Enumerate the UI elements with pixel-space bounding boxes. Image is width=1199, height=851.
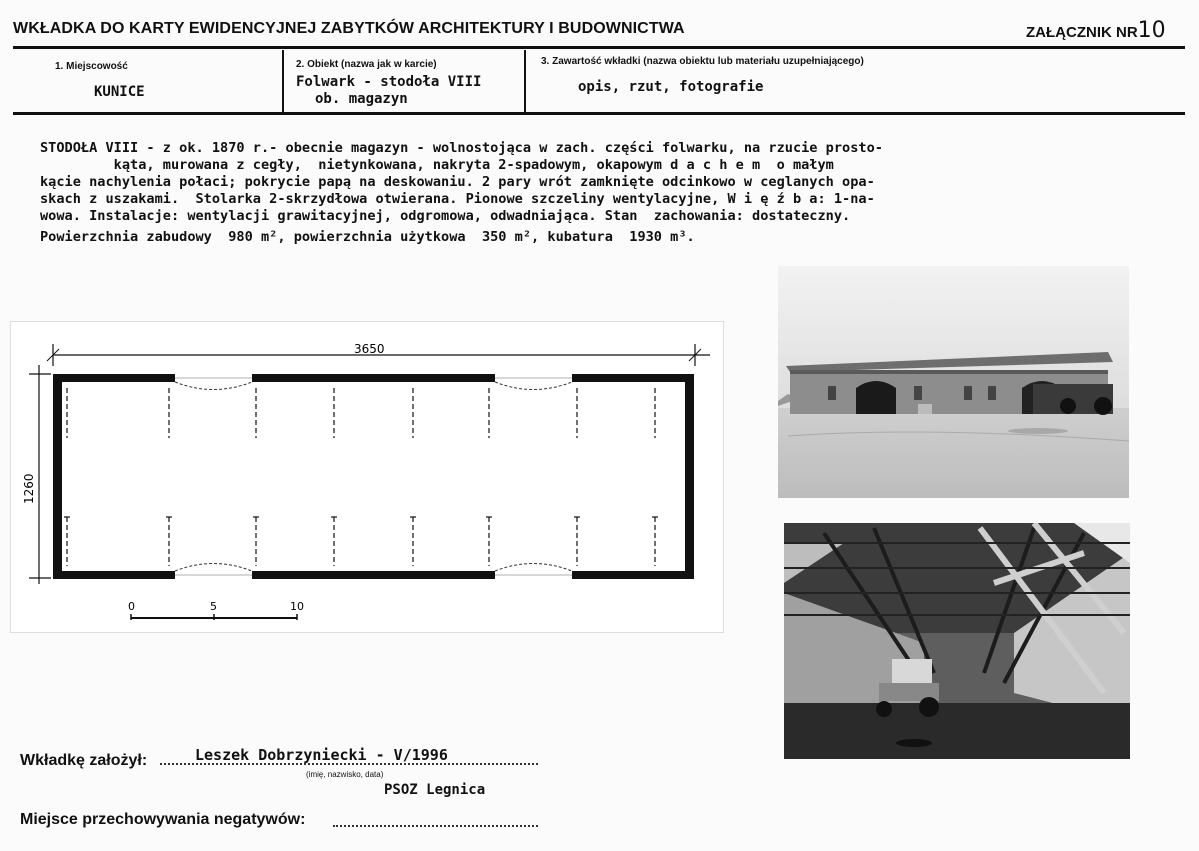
field-divider-2 [524, 50, 526, 112]
negatives-label: Miejsce przechowywania negatywów: [20, 811, 306, 828]
header-top-rule [13, 46, 1185, 49]
barn-interior-photo [784, 523, 1130, 759]
annex-label-text: ZAŁĄCZNIK NR [1026, 24, 1138, 41]
founder-value: Leszek Dobrzyniecki - V/1996 [195, 746, 448, 764]
description-line: Powierzchnia zabudowy 980 m², powierzchnia użytkowa 350 m², kubatura 1930 m³. [40, 229, 695, 245]
description-line: kącie nachylenia połaci; pokrycie papą na deskowaniu. 2 pary wrót zamknięte odcinkowo w ceglanych opa- [40, 174, 875, 190]
document-title: WKŁADKA DO KARTY EWIDENCYJNEJ ZABYTKÓW ARCHITEKTURY I BUDOWNICTWA [13, 20, 685, 37]
floor-plan-drawing [11, 322, 723, 632]
width-dimension-label: 1260 [22, 473, 36, 504]
annex-label [1026, 18, 1166, 43]
negatives-dotted-line [333, 825, 538, 827]
barn-interior-image [784, 523, 1130, 759]
roof-posts-south [67, 517, 655, 566]
roof-posts-north [67, 388, 655, 438]
object-value-line2: ob. magazyn [315, 91, 408, 107]
north-wall-segment [572, 374, 694, 382]
locality-value: KUNICE [94, 84, 145, 100]
founder-hint: (imię, nazwisko, data) [306, 770, 384, 779]
scale-label-5: 5 [210, 600, 217, 613]
annex-number: 10 [1137, 18, 1166, 43]
door-south-1 [175, 564, 252, 572]
door-north-2 [495, 382, 572, 390]
content-value: opis, rzut, fotografie [578, 79, 764, 95]
length-dimension-label: 3650 [354, 342, 385, 356]
object-label: 2. Obiekt (nazwa jak w karcie) [296, 59, 437, 70]
description-line: STODOŁA VIII - z ok. 1870 r.- obecnie magazyn - wolnostojąca w zach. części folwarku, na rzucie prosto- [40, 140, 883, 156]
content-label: 3. Zawartość wkładki (nazwa obiektu lub materiału uzupełniającego) [541, 56, 864, 67]
object-value-line1: Folwark - stodoła VIII [296, 74, 482, 90]
field-bottom-rule [13, 112, 1185, 115]
south-wall-segment [572, 571, 694, 579]
door-south-2 [495, 564, 572, 572]
founder-label: Wkładkę założył: [20, 752, 148, 769]
south-wall-segment [53, 571, 175, 579]
scale-bar [128, 600, 304, 620]
south-wall-segment [252, 571, 495, 579]
east-wall [685, 374, 694, 579]
scale-label-0: 0 [128, 600, 135, 613]
barn-exterior-photo [778, 266, 1129, 498]
door-north-1 [175, 382, 252, 390]
scale-label-10: 10 [290, 600, 304, 613]
locality-label: 1. Miejscowość [55, 61, 128, 72]
description-line: skach z uszakami. Stolarka 2-skrzydłowa otwierana. Pionowe szczeliny wentylacyjne, W i ę ź b a: 1-na- [40, 191, 875, 207]
north-wall-segment [252, 374, 495, 382]
description-line: wowa. Instalacje: wentylacji grawitacyjnej, odgromowa, odwadniająca. Stan zachowania: dostateczny. [40, 208, 851, 224]
north-wall-segment [53, 374, 175, 382]
institution-value: PSOZ Legnica [384, 782, 486, 798]
field-divider-1 [282, 50, 284, 112]
floor-plan [11, 322, 723, 632]
description-text [40, 140, 1130, 246]
barn-exterior-image [778, 266, 1129, 498]
west-wall [53, 374, 62, 579]
description-line: kąta, murowana z cegły, nietynkowana, nakryta 2-spadowym, okapowym d a c h e m o małym [40, 157, 834, 173]
